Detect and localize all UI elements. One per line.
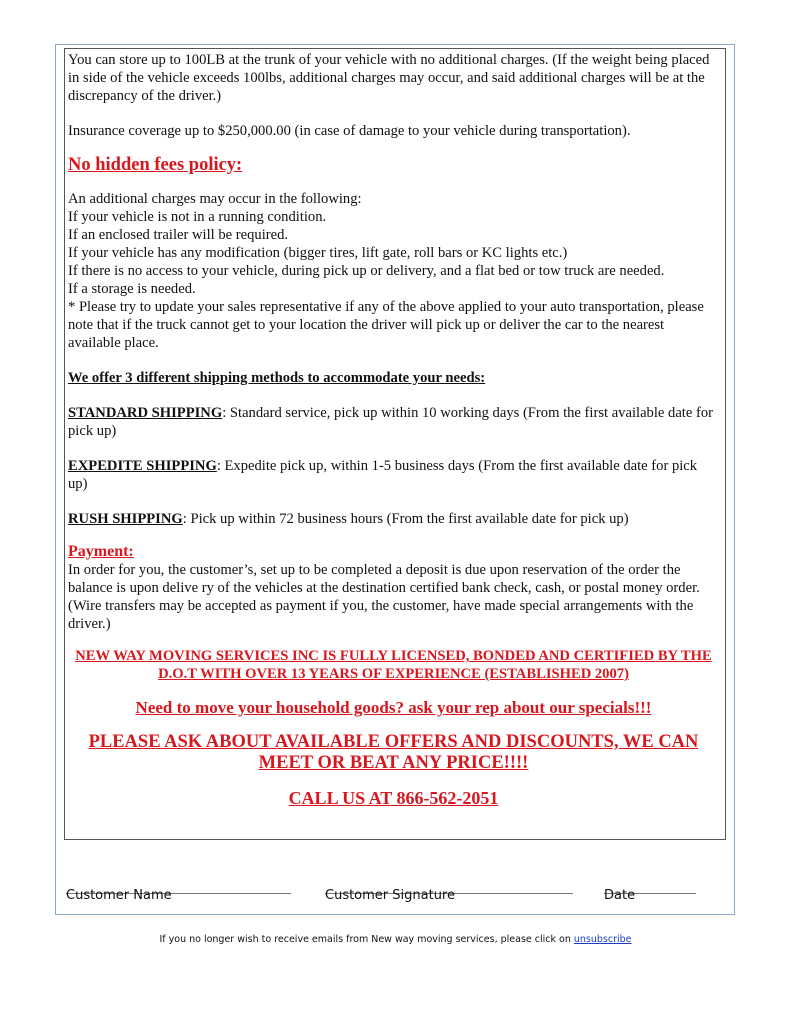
offers-promo: PLEASE ASK ABOUT AVAILABLE OFFERS AND DISCOUNTS, WE CAN MEET OR BEAT ANY PRICE!!!! bbox=[88, 732, 699, 773]
standard-shipping-label: STANDARD SHIPPING bbox=[68, 405, 223, 421]
hidden-fees-intro: An additional charges may occur in the following: bbox=[68, 191, 362, 207]
hidden-fees-item: If your vehicle is not in a running condition. bbox=[68, 209, 327, 225]
hidden-fees-item: If a storage is needed. bbox=[68, 281, 196, 297]
call-us-phone: CALL US AT 866-562-2051 bbox=[288, 788, 499, 808]
insurance-paragraph: Insurance coverage up to $250,000.00 (in case of damage to your vehicle during transportation). bbox=[68, 123, 631, 139]
rush-shipping bbox=[68, 510, 719, 528]
expedite-shipping-label: EXPEDITE SHIPPING bbox=[68, 458, 217, 474]
terms-box bbox=[64, 48, 726, 840]
hidden-fees-item: If an enclosed trailer will be required. bbox=[68, 227, 289, 243]
payment-heading: Payment: bbox=[68, 543, 134, 560]
hidden-fees-heading: No hidden fees policy: bbox=[68, 155, 243, 175]
standard-shipping bbox=[68, 404, 719, 440]
hidden-fees-item: If your vehicle has any modification (bigger tires, lift gate, roll bars or KC lights etc.) bbox=[68, 245, 568, 261]
rush-shipping-text: : Pick up within 72 business hours (From the first available date for pick up) bbox=[182, 511, 629, 527]
customer-signature-label: Customer Signature bbox=[325, 888, 455, 903]
household-goods-promo: Need to move your household goods? ask your rep about our specials!!! bbox=[135, 698, 652, 717]
hidden-fees-note: * Please try to update your sales representative if any of the above applied to your auto transportation, please note that if the truck cannot get to your location the driver will pick up or deliver the car to the nearest available place. bbox=[68, 299, 704, 351]
customer-name-label: Customer Name bbox=[66, 888, 172, 903]
expedite-shipping bbox=[68, 457, 719, 493]
unsubscribe-footer bbox=[0, 934, 791, 945]
trunk-paragraph: You can store up to 100LB at the trunk of your vehicle with no additional charges. (If the weight being placed in side of the vehicle exceeds 100lbs, additional charges may occur, and said additional charges will be at the discrepancy of the driver.) bbox=[68, 52, 710, 104]
unsubscribe-link[interactable]: unsubscribe bbox=[573, 934, 632, 945]
license-statement: NEW WAY MOVING SERVICES INC IS FULLY LICENSED, BONDED AND CERTIFIED BY THE D.O.T WITH OVER 13 YEARS OF EXPERIENCE (ESTABLISHED 2007) bbox=[75, 648, 712, 682]
shipping-heading: We offer 3 different shipping methods to accommodate your needs: bbox=[68, 370, 486, 386]
payment-text: In order for you, the customer’s, set up to be completed a deposit is due upon reservation of the order the balance is upon delive ry of the vehicles at the destination certified bank check, cash, or postal money order. (Wire transfers may be accepted as payment if you, the customer, have made special arrangements with the driver.) bbox=[68, 562, 700, 632]
hidden-fees-item: If there is no access to your vehicle, during pick up or delivery, and a flat bed or tow truck are needed. bbox=[68, 263, 665, 279]
standard-shipping-text: : Standard service, pick up within 10 working days (From the first available date for pick up) bbox=[68, 405, 713, 439]
date-label: Date bbox=[604, 888, 636, 903]
footer-text: If you no longer wish to receive emails from New way moving services, please click on bbox=[159, 934, 574, 945]
expedite-shipping-text: : Expedite pick up, within 1-5 business days (From the first available date for pick up) bbox=[68, 458, 698, 492]
rush-shipping-label: RUSH SHIPPING bbox=[68, 511, 183, 527]
